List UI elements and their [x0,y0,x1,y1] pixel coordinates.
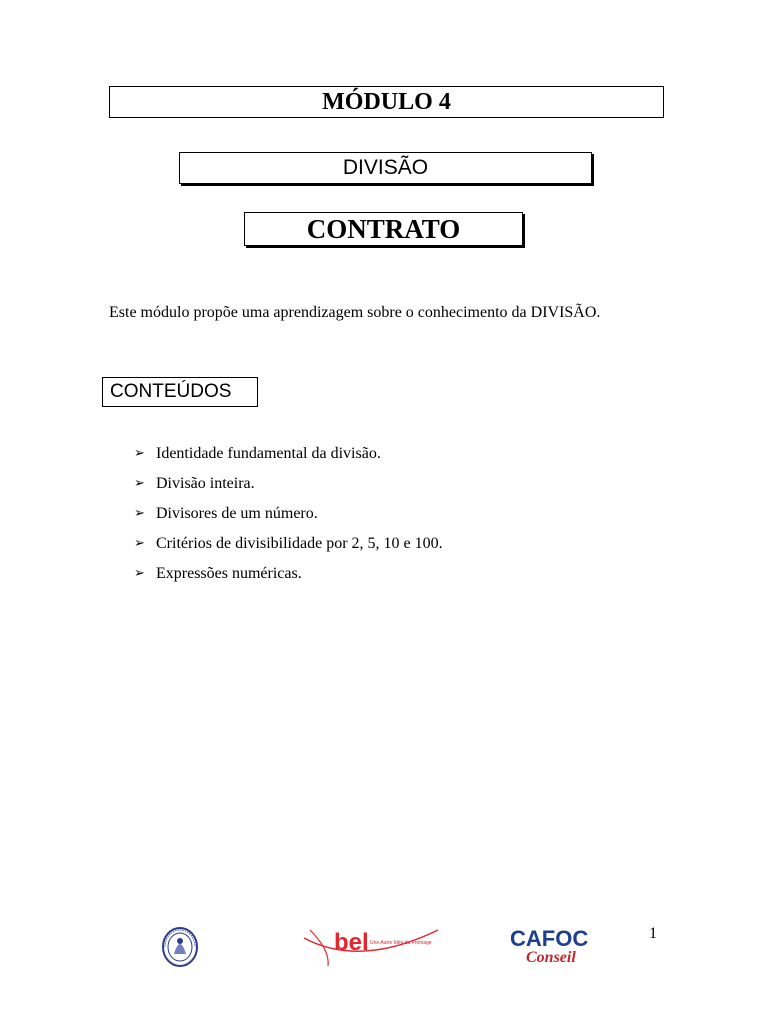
arrow-bullet-icon: ➢ [134,566,145,581]
contents-heading: CONTEÚDOS [102,377,258,407]
arrow-bullet-icon: ➢ [134,506,145,521]
page-number: 1 [649,925,657,942]
arrow-bullet-icon: ➢ [134,536,145,551]
list-item [134,503,443,533]
list-item-label: Expressões numéricas. [156,565,302,582]
arrow-bullet-icon: ➢ [134,446,145,461]
arrow-bullet-icon: ➢ [134,476,145,491]
list-item [134,473,443,503]
list-item [134,563,443,593]
bel-logo-tagline: Une Autre Idée du Fromage [370,940,432,946]
bel-logo [300,920,442,970]
list-item-label: Divisão inteira. [156,475,255,492]
intro-paragraph: Este módulo propõe uma aprendizagem sobre o conhecimento da DIVISÃO. [109,304,601,321]
list-item-label: Divisores de um número. [156,505,318,522]
bel-logo-text: bel [334,929,369,956]
topic-title: DIVISÃO [179,152,592,184]
cafoc-logo [508,924,608,968]
list-item-label: Critérios de divisibilidade por 2, 5, 10 e 100. [156,535,443,552]
cafoc-logo-text: CAFOC [510,926,589,951]
list-item [134,533,443,563]
contents-list [134,443,443,593]
list-item [134,443,443,473]
module-title: MÓDULO 4 [109,86,664,118]
cafoc-conseil-text: Conseil [526,949,576,966]
section-title: CONTRATO [244,212,523,246]
seal-logo [160,926,200,968]
list-item-label: Identidade fundamental da divisão. [156,445,381,462]
